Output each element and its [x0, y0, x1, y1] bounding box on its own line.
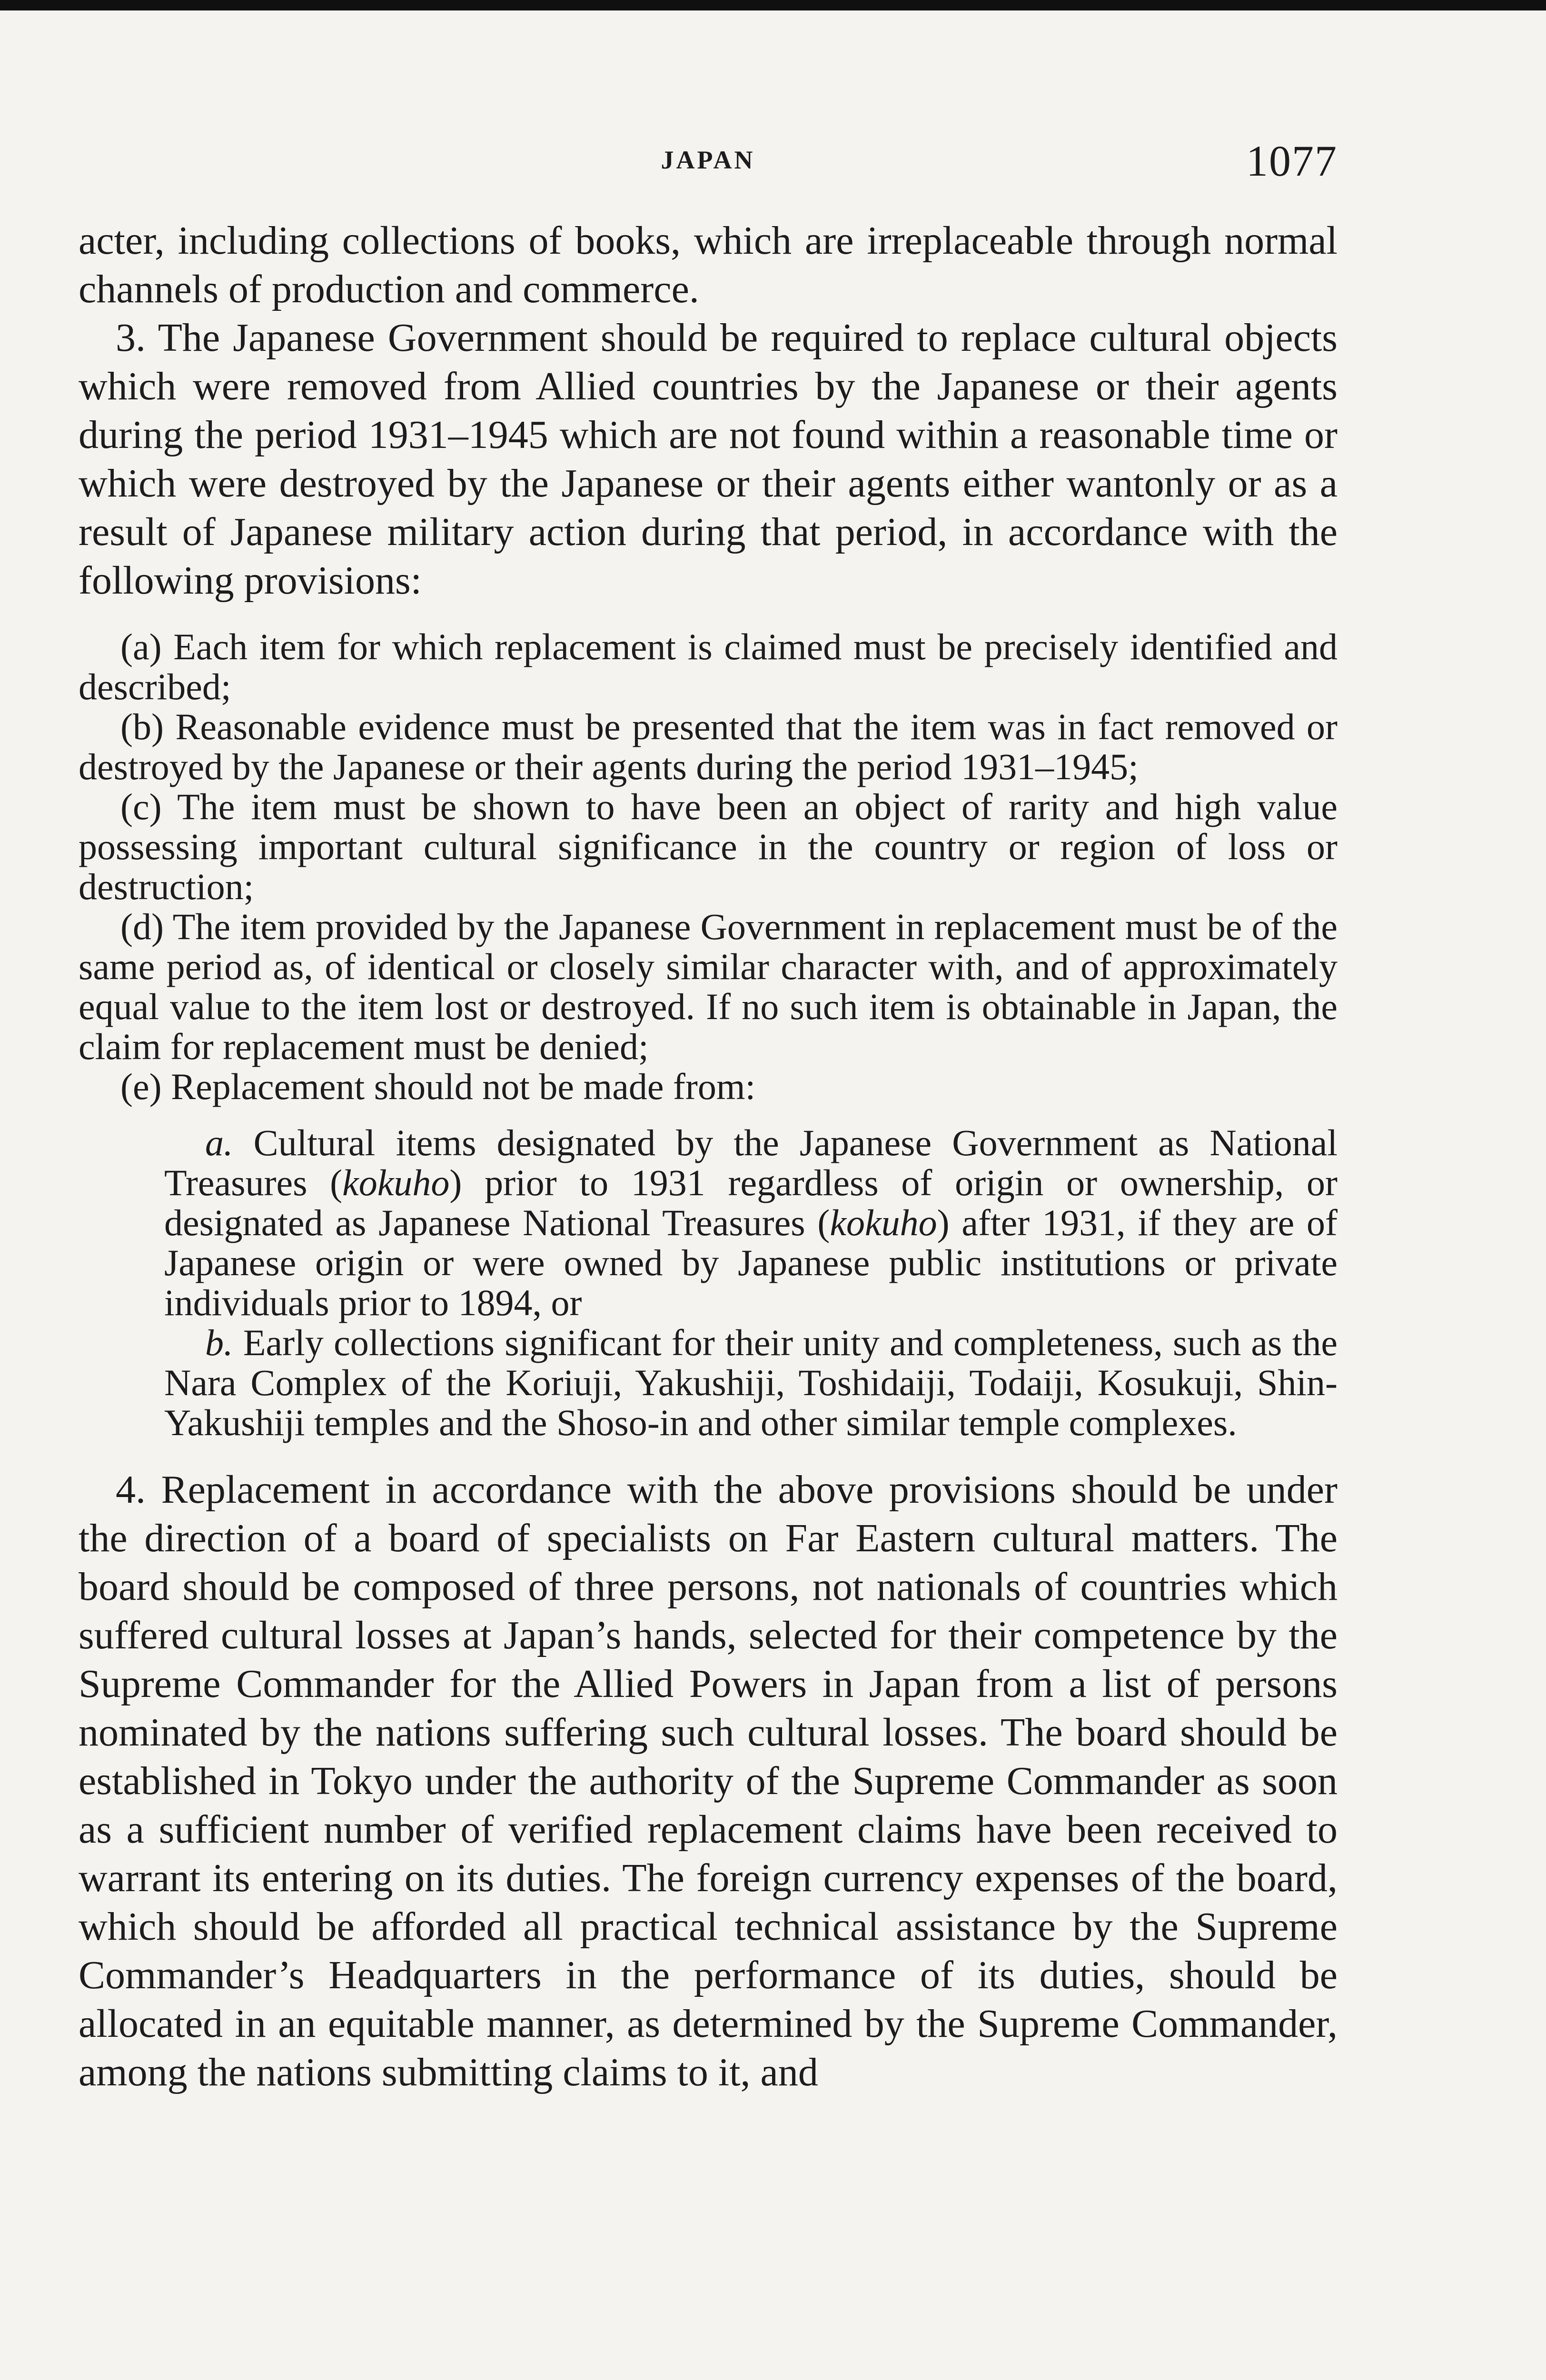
- page-header: [79, 136, 1338, 188]
- paragraph-3: 3. The Japanese Government should be required to replace cultural objects which were removed from Allied countries by the Japanese or their agents during the period 1931–1945 which are not found within a reasonable time or which were destroyed by the Japanese or their agents either wantonly or as a result of Japanese military action during that period, in accordance with the following provisions:: [79, 316, 1338, 603]
- paragraph-4: 4. Replacement in accordance with the above provisions should be under the direction of a board of specialists on Far Eastern cultural matters. The board should be composed of three persons, not nationals of countries which suffered cultural losses at Japan’s hands, selected for their competence by the Supreme Commander for the Allied Powers in Japan from a list of persons nominated by the nations suffering such cultural losses. The board should be established in Tokyo under the authority of the Supreme Commander as soon as a sufficient number of verified replacement claims have been received to warrant its entering on its duties. The foreign currency expenses of the board, which should be afforded all practical technical assistance by the Supreme Commander’s Headquarters in the performance of its duties, should be allocated in an equitable manner, as determined by the Supreme Commander, among the nations submitting claims to it, and: [79, 1468, 1338, 2094]
- spacer: [79, 1443, 1338, 1466]
- exclusion-a-text-3: ) after 1931, if they are of Japanese origin or were owned by Japanese public institutions or private individuals prior to 1894, or: [164, 1202, 1338, 1323]
- continuation-paragraph: acter, including collections of books, which are irreplaceable through normal channels of production and commerce.: [79, 218, 1338, 311]
- provisions-list: [79, 627, 1338, 1107]
- exclusion-a-text-1: Cultural items designated by the Japanese Government as National Treasures (: [164, 1122, 1338, 1203]
- exclusions-list: [164, 1123, 1338, 1443]
- kokuho-term: kokuho: [830, 1202, 937, 1243]
- exclusion-b: [164, 1323, 1338, 1443]
- provision-b: (b) Reasonable evidence must be presented that the item was in fact removed or destroyed by the Japanese or their agents during the period 1931–1945;: [79, 706, 1338, 787]
- provision-d: (d) The item provided by the Japanese Government in replacement must be of the same period as, of identical or closely similar character with, and of approximately equal value to the item lost or destroyed. If no such item is obtainable in Japan, the claim for replacement must be denied;: [79, 906, 1338, 1067]
- spacer: [79, 1107, 1338, 1123]
- running-head: JAPAN: [661, 146, 755, 174]
- exclusion-b-marker: b.: [205, 1322, 233, 1363]
- provision-a: (a) Each item for which replacement is claimed must be precisely identified and described;: [79, 626, 1338, 707]
- exclusion-a: [164, 1123, 1338, 1323]
- exclusion-a-text-2: ) prior to 1931 regardless of origin or ownership, or designated as Japanese National Treasures (: [164, 1162, 1338, 1243]
- exclusion-b-text: Early collections significant for their unity and completeness, such as the Nara Complex of the Koriuji, Yakushiji, Toshidaiji, Todaiji, Kosukuji, Shin-Yakushiji temples and the Shoso-in and other similar temple complexes.: [164, 1322, 1338, 1443]
- document-body: [79, 217, 1338, 2097]
- page-number: 1077: [1246, 137, 1338, 185]
- page-top-edge: [0, 0, 1546, 10]
- provision-e: (e) Replacement should not be made from:: [120, 1066, 756, 1107]
- spacer: [79, 605, 1338, 627]
- exclusion-a-marker: a.: [205, 1122, 233, 1163]
- provision-c: (c) The item must be shown to have been an object of rarity and high value possessing important cultural significance in the country or region of loss or destruction;: [79, 786, 1338, 907]
- kokuho-term: kokuho: [342, 1162, 450, 1203]
